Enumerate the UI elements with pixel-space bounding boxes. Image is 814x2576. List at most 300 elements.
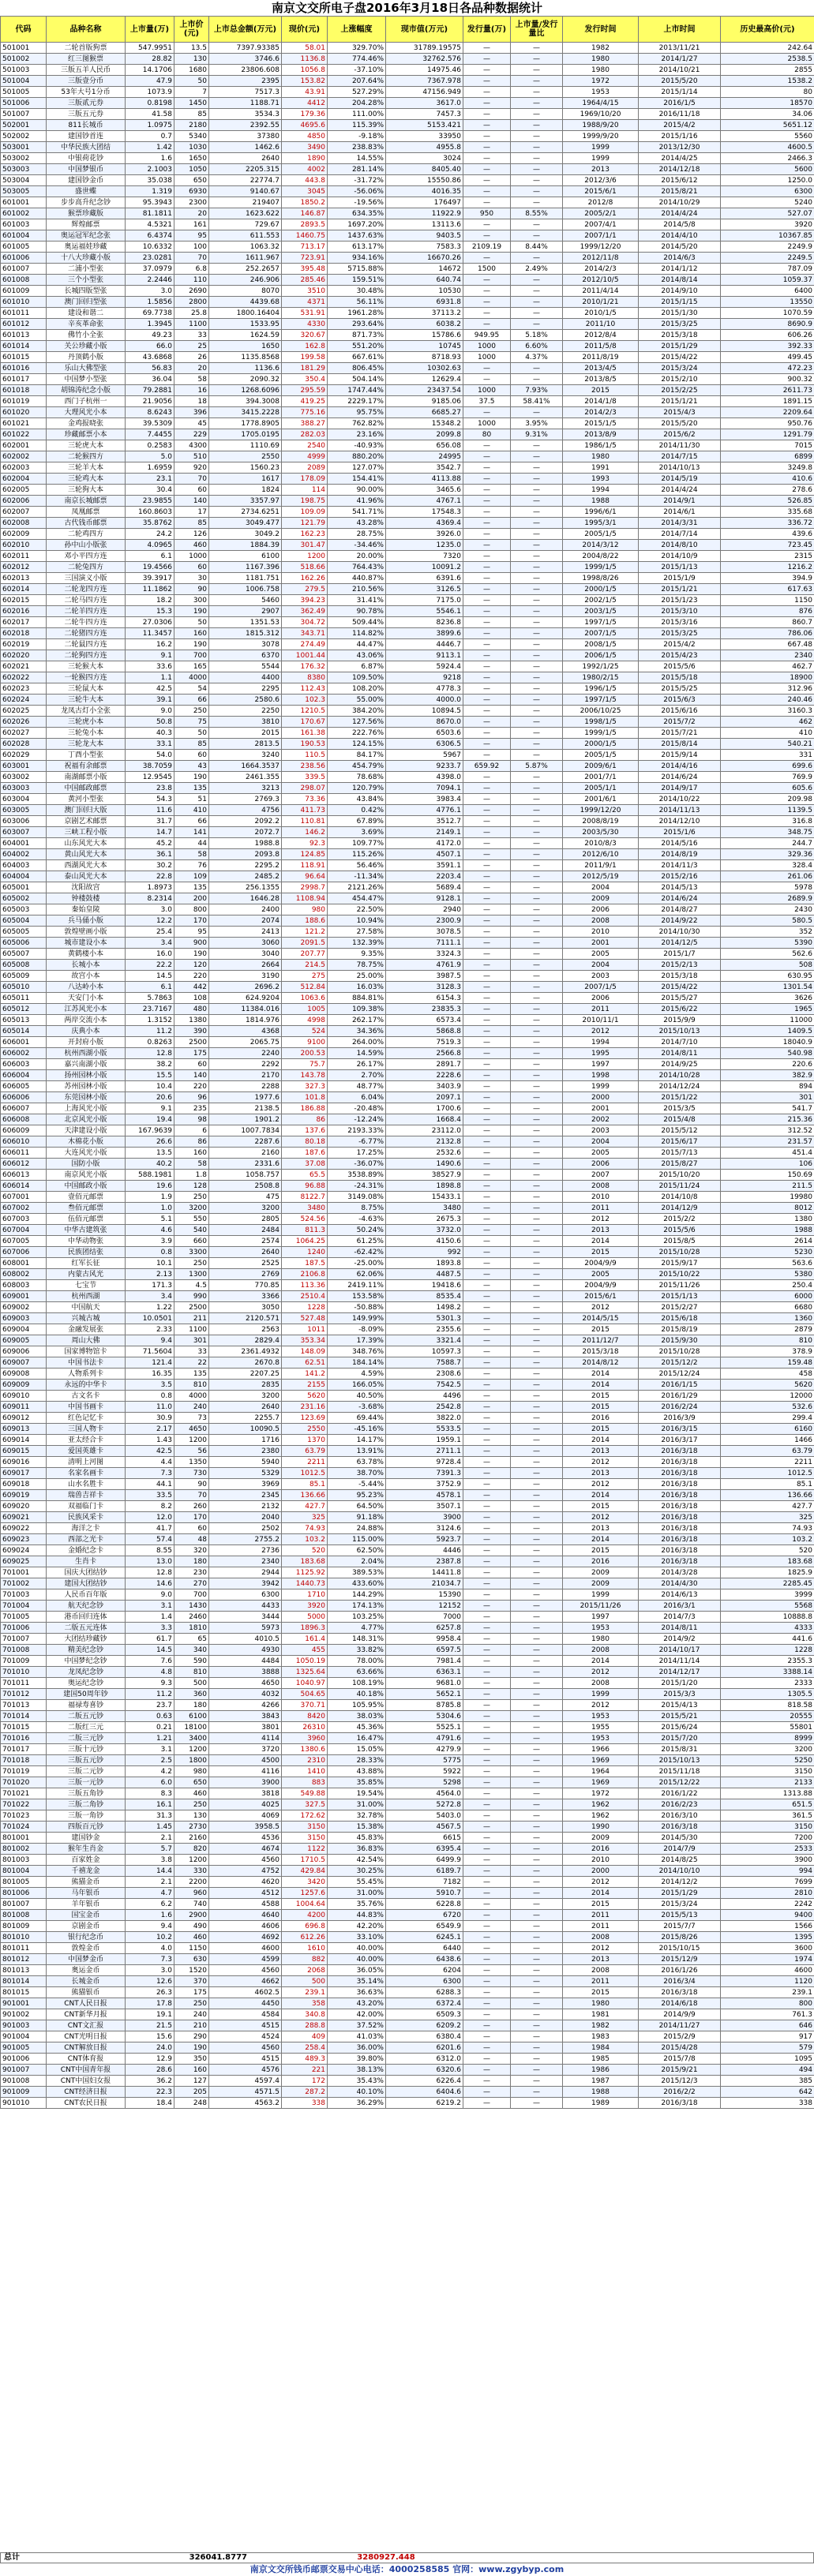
table-cell: 44 <box>174 838 209 849</box>
table-cell: 猴年生肖金 <box>47 1844 126 1855</box>
table-cell: 1778.8905 <box>209 418 282 429</box>
table-cell: 609019 <box>1 1490 47 1501</box>
table-cell: 601010 <box>1 297 47 308</box>
table-cell: — <box>463 1855 511 1866</box>
table-cell: 1235.0 <box>386 540 463 551</box>
table-cell: 124.85 <box>282 849 328 860</box>
table-cell: 2015/2/25 <box>639 385 721 396</box>
table-cell: 杭州西湖 <box>47 1291 126 1302</box>
table-cell: 605001 <box>1 882 47 893</box>
table-cell: 601017 <box>1 374 47 385</box>
table-cell: 天安门小本 <box>47 993 126 1004</box>
table-cell: — <box>511 1733 563 1744</box>
table-cell: 2016 <box>563 1413 639 1424</box>
table-cell: 86 <box>282 1114 328 1125</box>
table-cell: 三轮牛大本 <box>47 695 126 706</box>
table-cell: 1.319 <box>126 186 174 197</box>
table-cell: 149.99% <box>328 1313 386 1324</box>
table-cell: 13.91% <box>328 1446 386 1457</box>
table-cell: 40.00% <box>328 1954 386 1965</box>
table-cell: 2109.19 <box>463 242 511 253</box>
table-cell: 606001 <box>1 1037 47 1048</box>
table-cell: 4300 <box>174 440 209 451</box>
table-cell: 606.26 <box>721 330 814 341</box>
table-cell: 2533 <box>721 1844 814 1855</box>
table-cell: 港币回归连体 <box>47 1612 126 1623</box>
table-cell: 6.1 <box>126 551 174 562</box>
table-cell: 14.17% <box>328 1435 386 1446</box>
table-cell: 5775 <box>386 1755 463 1766</box>
table-cell: 917 <box>721 2031 814 2042</box>
table-cell: 2010 <box>563 927 639 938</box>
table-cell: 394.3008 <box>209 396 282 407</box>
table-cell: 85 <box>174 518 209 529</box>
table-cell: 1410 <box>282 1766 328 1777</box>
table-cell: 601008 <box>1 275 47 286</box>
table-cell: — <box>511 1755 563 1766</box>
table-cell: 2014 <box>563 1236 639 1247</box>
table-cell: 165 <box>174 661 209 672</box>
table-cell: 15786.6 <box>386 330 463 341</box>
table-cell: 5525.1 <box>386 1722 463 1733</box>
table-cell: 281.14% <box>328 164 386 175</box>
table-cell: 248 <box>174 2098 209 2109</box>
table-cell: 532.6 <box>721 1402 814 1413</box>
table-cell: 12152 <box>386 1601 463 1612</box>
table-cell: — <box>511 1623 563 1634</box>
table-cell: 5620 <box>282 1391 328 1402</box>
table-cell: 787.09 <box>721 264 814 275</box>
table-cell: — <box>511 893 563 904</box>
table-cell: 19418.6 <box>386 1280 463 1291</box>
table-cell: 6899 <box>721 451 814 462</box>
table-cell: 5.7 <box>126 1844 174 1855</box>
table-cell: 1997/1/5 <box>563 695 639 706</box>
table-cell: 901005 <box>1 2042 47 2054</box>
table-cell: 6000 <box>721 1291 814 1302</box>
table-cell: 502002 <box>1 131 47 142</box>
table-cell: 5298 <box>386 1777 463 1788</box>
table-cell: 1350 <box>174 1457 209 1468</box>
table-cell: 7.4455 <box>126 429 174 440</box>
table-cell: 541.71% <box>328 507 386 518</box>
table-cell: 47.9 <box>126 76 174 87</box>
table-cell: 460 <box>174 1932 209 1943</box>
table-cell: 395.48 <box>282 264 328 275</box>
table-cell: 4010.5 <box>209 1634 282 1645</box>
table-cell: 5272.8 <box>386 1799 463 1810</box>
table-cell: 2015/2/2 <box>639 1214 721 1225</box>
table-cell: 2640 <box>209 1402 282 1413</box>
table-cell: 2012 <box>563 1479 639 1490</box>
table-cell: 79.2881 <box>126 385 174 396</box>
table-cell: 1000 <box>463 418 511 429</box>
table-cell: 10.1 <box>126 1258 174 1269</box>
table-cell: 1466 <box>721 1435 814 1446</box>
table-cell: — <box>463 816 511 827</box>
table-cell: 606008 <box>1 1114 47 1125</box>
table-cell: 6380.4 <box>386 2031 463 2042</box>
table-cell: — <box>511 197 563 208</box>
table-cell: 2295.2 <box>209 860 282 871</box>
table-cell: 2015 <box>563 1545 639 1556</box>
table-cell: 34.36% <box>328 1026 386 1037</box>
table-cell: 2007/4/1 <box>563 219 639 230</box>
table-cell: — <box>511 1302 563 1313</box>
table-cell: 17548.3 <box>386 507 463 518</box>
table-row <box>1 1534 814 1545</box>
table-cell: 2014/9/17 <box>639 783 721 794</box>
table-cell: 31.00% <box>328 1799 386 1810</box>
table-cell: — <box>511 1578 563 1589</box>
table-cell: 1953 <box>563 1623 639 1634</box>
table-cell: 1994 <box>563 1037 639 1048</box>
table-cell: 210 <box>174 2020 209 2031</box>
table-cell: 27.0306 <box>126 617 174 628</box>
table-cell: 猴票珍藏版 <box>47 208 126 219</box>
table-cell: 609025 <box>1 1556 47 1567</box>
table-cell: — <box>511 1545 563 1556</box>
table-cell: 509.44% <box>328 617 386 628</box>
table-cell: 18040.9 <box>721 1037 814 1048</box>
table-cell: 1710 <box>282 1589 328 1601</box>
column-header: 发行时间 <box>563 17 639 43</box>
table-cell: — <box>463 1479 511 1490</box>
table-row <box>1 1810 814 1822</box>
table-cell: 二轮鸡四方 <box>47 529 126 540</box>
table-cell: 2736 <box>209 1545 282 1556</box>
table-cell: 盛世蝶 <box>47 186 126 197</box>
table-cell: 杭州西湖小版 <box>47 1048 126 1059</box>
table-cell: 502001 <box>1 120 47 131</box>
table-cell: 20 <box>174 208 209 219</box>
table-cell: 建国50周年钞 <box>47 1689 126 1700</box>
table-row <box>1 927 814 938</box>
table-cell: 205 <box>174 2087 209 2098</box>
table-cell: — <box>463 949 511 960</box>
table-cell: 祝福有余邮票 <box>47 761 126 772</box>
table-cell: — <box>511 1833 563 1844</box>
table-cell: — <box>463 1888 511 1899</box>
table-cell: — <box>463 1015 511 1026</box>
table-cell: 220 <box>174 1081 209 1092</box>
table-cell: 5651.12 <box>721 120 814 131</box>
table-cell: — <box>463 695 511 706</box>
table-cell: 10745 <box>386 341 463 352</box>
table-cell: — <box>463 960 511 971</box>
table-cell: 14.6 <box>126 1578 174 1589</box>
table-cell: 57.4 <box>126 1534 174 1545</box>
table-cell: — <box>511 1523 563 1534</box>
table-cell: 4487.5 <box>386 1269 463 1280</box>
table-cell: — <box>463 1501 511 1512</box>
table-cell: 4113.88 <box>386 474 463 485</box>
table-cell: 三轮虎小本 <box>47 717 126 728</box>
table-cell: 6440 <box>386 1943 463 1954</box>
table-cell: 16.0 <box>126 949 174 960</box>
table-cell: 三版一角钞 <box>47 1810 126 1822</box>
table-cell: 22774.7 <box>209 175 282 186</box>
table-cell: 1380 <box>721 1214 814 1225</box>
table-cell: 103.25% <box>328 1612 386 1623</box>
table-cell: 9113.1 <box>386 650 463 661</box>
table-cell: — <box>463 1645 511 1656</box>
table-cell: 18570 <box>721 98 814 109</box>
table-cell: 2430 <box>721 904 814 915</box>
table-cell: 7.3 <box>126 1954 174 1965</box>
table-cell: 2014/10/13 <box>639 462 721 474</box>
table-cell: 2015/1/30 <box>639 308 721 319</box>
table-cell: 520 <box>721 1545 814 1556</box>
table-cell: 258.4 <box>282 2042 328 2054</box>
table-cell: 6680 <box>721 1302 814 1313</box>
table-cell: -24.31% <box>328 1181 386 1192</box>
table-cell: 66 <box>174 695 209 706</box>
table-cell: 4692 <box>209 1932 282 1943</box>
table-row <box>1 1203 814 1214</box>
table-row <box>1 1103 814 1114</box>
table-cell: 501003 <box>1 65 47 76</box>
table-cell: 1962 <box>563 1799 639 1810</box>
table-cell: 3538.89% <box>328 1170 386 1181</box>
table-cell: 264.00% <box>328 1037 386 1048</box>
table-cell: 606012 <box>1 1159 47 1170</box>
table-cell: 250 <box>174 706 209 717</box>
table-cell: — <box>511 551 563 562</box>
table-cell: 1999/12/20 <box>563 805 639 816</box>
table-cell: 4999 <box>282 451 328 462</box>
table-cell: 4599 <box>209 1954 282 1965</box>
table-cell: — <box>511 1855 563 1866</box>
table-cell: 2015/1/13 <box>639 562 721 573</box>
table-cell: 1891.15 <box>721 396 814 407</box>
table-cell: 6391.6 <box>386 573 463 584</box>
table-cell: 2015/7/20 <box>639 1733 721 1744</box>
table-cell: 299.4 <box>721 1413 814 1424</box>
table-cell: 2015/7/7 <box>639 1921 721 1932</box>
table-cell: — <box>463 319 511 330</box>
table-cell: 0.7 <box>126 131 174 142</box>
table-cell: 65.5 <box>282 1170 328 1181</box>
table-cell: 3818 <box>209 1788 282 1799</box>
table-cell: — <box>511 186 563 197</box>
table-cell: 701012 <box>1 1689 47 1700</box>
table-cell: 1.8973 <box>126 882 174 893</box>
table-cell: 137.6 <box>282 1125 328 1136</box>
table-cell: 85 <box>174 109 209 120</box>
table-body <box>1 43 814 2109</box>
table-cell: 建国钞金币 <box>47 175 126 186</box>
table-cell: 5390 <box>721 938 814 949</box>
table-cell: 7519.3 <box>386 1037 463 1048</box>
table-cell: 110 <box>174 275 209 286</box>
table-cell: 嘉兴南湖小版 <box>47 1059 126 1070</box>
table-cell: 701011 <box>1 1678 47 1689</box>
column-header: 品种名称 <box>47 17 126 43</box>
table-cell: 3.69% <box>328 827 386 838</box>
table-cell: 601012 <box>1 319 47 330</box>
table-cell: — <box>463 1048 511 1059</box>
table-cell: 162.23 <box>282 529 328 540</box>
table-cell: 2500 <box>174 1302 209 1313</box>
table-cell: 12.9 <box>126 2054 174 2065</box>
table-cell: 1964 <box>563 1766 639 1777</box>
table-cell: 801004 <box>1 1866 47 1877</box>
table-cell: 8718.93 <box>386 352 463 363</box>
table-cell: 2012 <box>563 1512 639 1523</box>
table-cell: 1980 <box>563 1998 639 2009</box>
table-cell: 2015/1/16 <box>639 131 721 142</box>
table-cell: 31.3 <box>126 1810 174 1822</box>
table-cell: 36.04 <box>126 374 174 385</box>
table-cell: 490 <box>174 1921 209 1932</box>
table-cell: 2395 <box>209 76 282 87</box>
table-cell: — <box>463 1004 511 1015</box>
table-cell: 8.2 <box>126 1501 174 1512</box>
table-cell: — <box>511 1114 563 1125</box>
table-cell: — <box>511 1203 563 1214</box>
table-row <box>1 1258 814 1269</box>
table-row <box>1 1612 814 1623</box>
table-cell: 701022 <box>1 1799 47 1810</box>
table-cell: — <box>463 927 511 938</box>
table-cell: 4560 <box>209 1855 282 1866</box>
table-row <box>1 1346 814 1357</box>
table-cell: — <box>511 1081 563 1092</box>
table-cell: 4412 <box>282 98 328 109</box>
table-cell: 2000 <box>563 1092 639 1103</box>
table-cell: 70 <box>174 253 209 264</box>
table-cell: 2007/1/1 <box>563 230 639 242</box>
table-cell: 15433.1 <box>386 1192 463 1203</box>
table-row <box>1 507 814 518</box>
table-row <box>1 1645 814 1656</box>
table-cell: 2315 <box>721 551 814 562</box>
table-cell: 2014/10/10 <box>639 1866 721 1877</box>
table-cell: 1257.6 <box>282 1888 328 1899</box>
table-cell: 二浦小型张 <box>47 264 126 275</box>
footer <box>0 2552 814 2576</box>
table-cell: 95 <box>174 927 209 938</box>
table-row <box>1 805 814 816</box>
table-cell: — <box>511 1446 563 1457</box>
table-cell: 1955 <box>563 1722 639 1733</box>
table-row <box>1 1280 814 1291</box>
table-cell: 601001 <box>1 197 47 208</box>
table-cell: 2005/2/1 <box>563 208 639 219</box>
table-row <box>1 1833 814 1844</box>
table-cell: 16.47% <box>328 1733 386 1744</box>
table-cell: 370.71 <box>282 1700 328 1711</box>
table-row <box>1 1943 814 1954</box>
table-cell: 3926.0 <box>386 529 463 540</box>
table-cell: 9400 <box>721 1910 814 1921</box>
table-cell: 135 <box>174 882 209 893</box>
table-cell: — <box>463 496 511 507</box>
table-cell: — <box>511 1567 563 1578</box>
table-cell: 1997 <box>563 1612 639 1623</box>
table-row <box>1 584 814 595</box>
table-cell: — <box>511 1788 563 1799</box>
table-cell: 1007.7834 <box>209 1125 282 1136</box>
table-cell: 5340 <box>174 131 209 142</box>
table-row <box>1 2065 814 2076</box>
table-cell: 2.17 <box>126 1424 174 1435</box>
table-cell: 2001 <box>563 938 639 949</box>
table-row <box>1 661 814 672</box>
table-cell: 2015/11/24 <box>639 1181 721 1192</box>
table-cell: 1000 <box>463 352 511 363</box>
table-cell: 7583.3 <box>386 242 463 253</box>
table-cell: 80.18 <box>282 1136 328 1148</box>
table-cell: 1566 <box>721 1921 814 1932</box>
table-cell: 199.58 <box>282 352 328 363</box>
table-cell: 5868.8 <box>386 1026 463 1037</box>
table-cell: 2015/1/15 <box>639 297 721 308</box>
table-cell: 2730 <box>174 1822 209 1833</box>
table-cell: 920 <box>174 462 209 474</box>
table-cell: — <box>463 794 511 805</box>
table-cell: 2014/7/15 <box>639 451 721 462</box>
table-cell: 二轮兔四方 <box>47 562 126 573</box>
table-cell: 南京风光小版 <box>47 1170 126 1181</box>
table-row <box>1 1490 814 1501</box>
table-cell: 160 <box>174 2065 209 2076</box>
table-cell: 1650 <box>174 153 209 164</box>
table-cell: 320.67 <box>282 330 328 341</box>
table-cell: 23.9855 <box>126 496 174 507</box>
table-cell: 1815.312 <box>209 628 282 639</box>
table-cell: -6.77% <box>328 1136 386 1148</box>
table-cell: 701013 <box>1 1700 47 1711</box>
table-cell: 6.04% <box>328 1092 386 1103</box>
table-cell: 12.8 <box>126 1567 174 1578</box>
table-cell: 2006/1/5 <box>563 650 639 661</box>
table-cell: 179.36 <box>282 109 328 120</box>
table-cell: 2092.2 <box>209 816 282 827</box>
table-cell: 2011/9/1 <box>563 860 639 871</box>
table-cell: 6226.4 <box>386 2076 463 2087</box>
table-cell: 132.39% <box>328 938 386 949</box>
table-cell: 6219.2 <box>386 2098 463 2109</box>
table-cell: — <box>463 1667 511 1678</box>
table-cell: 2007/1/5 <box>563 628 639 639</box>
table-cell: 2466.3 <box>721 153 814 164</box>
table-cell: 2014/11/30 <box>639 440 721 451</box>
table-cell: 23437.54 <box>386 385 463 396</box>
table-cell: 2040 <box>209 1512 282 1523</box>
table-cell: 901002 <box>1 2009 47 2020</box>
table-row <box>1 794 814 805</box>
table-cell: 2944 <box>209 1567 282 1578</box>
table-cell: — <box>463 1159 511 1170</box>
table-cell: 35.85% <box>328 1777 386 1788</box>
table-cell: 2121.26% <box>328 882 386 893</box>
table-cell: — <box>511 1236 563 1247</box>
table-cell: 1997 <box>563 1059 639 1070</box>
table-cell: 606007 <box>1 1103 47 1114</box>
table-cell: 96.64 <box>282 871 328 882</box>
table-cell: 66.0 <box>126 341 174 352</box>
table-cell: 2010/11/1 <box>563 1015 639 1026</box>
table-cell: 7015 <box>721 440 814 451</box>
table-cell: 301.47 <box>282 540 328 551</box>
table-cell: 806.45% <box>328 363 386 374</box>
table-cell: 388.27 <box>282 418 328 429</box>
table-cell: 630.95 <box>721 971 814 982</box>
table-cell: 2016/3/15 <box>639 1424 721 1435</box>
table-cell: 二轮龙四方连 <box>47 584 126 595</box>
